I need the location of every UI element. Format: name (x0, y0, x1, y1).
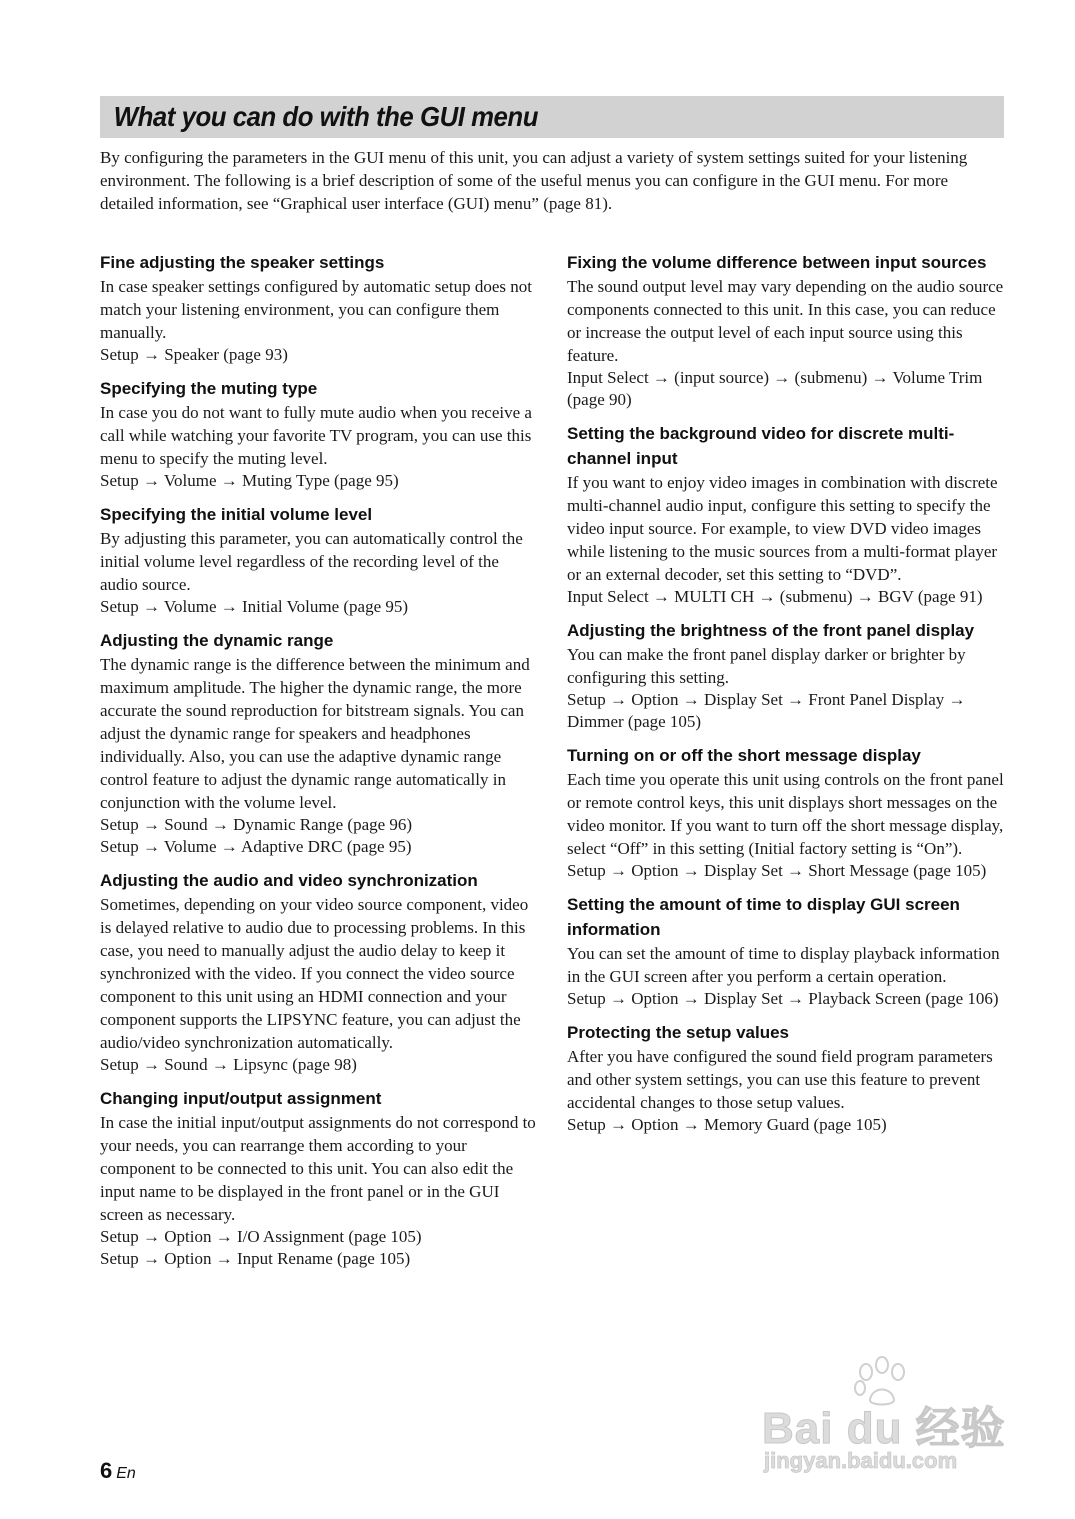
section-body: Sometimes, depending on your video source component, video is delayed relative to audio due to processing problems. In this case, you need to manually adjust the audio delay to keep it synchronized with the video. If you connect the video source component to this unit using an HDMI connection and your component supports the LIPSYNC feature, you can adjust the audio/video synchronization automatically. (100, 895, 529, 1052)
section-body: If you want to enjoy video images in combination with discrete multi-channel audio input, configure this setting to specify the video input source. For example, to view DVD video images while listening to the music sources from a multi-format player or an external decoder, set this setting to “DVD”. (567, 473, 998, 584)
menu-path: Setup → Speaker (page 93) (100, 345, 288, 364)
menu-path: Input Select → (input source) → (submenu) → Volume Trim (page 90) (567, 368, 983, 409)
title-bar (100, 96, 1004, 138)
section-speaker-settings (100, 250, 540, 366)
menu-path: Setup → Volume → Initial Volume (page 95) (100, 597, 409, 616)
section-volume-difference (567, 250, 1007, 411)
section-heading: Adjusting the audio and video synchronization (100, 871, 478, 890)
section-short-message (567, 743, 1007, 882)
section-body: In case you do not want to fully mute audio when you receive a call while watching your favorite TV program, you can use this menu to specify the muting level. (100, 403, 532, 468)
menu-path: Setup → Volume → Adaptive DRC (page 95) (100, 837, 412, 856)
section-heading: Turning on or off the short message display (567, 746, 921, 765)
section-protect-setup (567, 1020, 1007, 1136)
section-initial-volume (100, 502, 540, 618)
section-muting-type (100, 376, 540, 492)
section-heading: Setting the amount of time to display GUI screen information (567, 895, 960, 939)
intro-paragraph: By configuring the parameters in the GUI menu of this unit, you can adjust a variety of system settings suited for your listening environment. The following is a brief description of some of the useful menus you can configure in the GUI menu. For more detailed information, see “Graphical user interface (GUI) menu” (page 81). (100, 148, 968, 213)
section-heading: Adjusting the brightness of the front panel display (567, 621, 975, 640)
section-io-assignment (100, 1086, 540, 1270)
menu-path: Setup → Option → Display Set → Short Message (page 105) (567, 861, 987, 880)
section-body: In case the initial input/output assignments do not correspond to your needs, you can rearrange them according to your component to be connected to this unit. You can also edit the input name to be displayed in the front panel or in the GUI screen as necessary. (100, 1113, 536, 1224)
section-dynamic-range (100, 628, 540, 858)
watermark-logo: Bai du 经验 (762, 1404, 1006, 1453)
section-body: The sound output level may vary depending on the audio source components connected to this unit. In this case, you can reduce or increase the output level of each input source using this feature. (567, 277, 1004, 365)
section-heading: Adjusting the dynamic range (100, 631, 334, 650)
menu-path: Setup → Sound → Dynamic Range (page 96) (100, 815, 413, 834)
section-body: In case speaker settings configured by automatic setup does not match your listening environment, you can configure them manually. (100, 277, 532, 342)
section-body: By adjusting this parameter, you can automatically control the initial volume level regardless of the recording level of the audio source. (100, 529, 523, 594)
section-heading: Protecting the setup values (567, 1023, 789, 1042)
menu-path: Setup → Option → Display Set → Front Panel Display → Dimmer (page 105) (567, 690, 966, 731)
section-body: The dynamic range is the difference between the minimum and maximum amplitude. The higher the dynamic range, the more accurate the sound reproduction for bitstream signals. You can adjust the dynamic range for speakers and headphones individually. Also, you can use the adaptive dynamic range control feature to adjust the dynamic range automatically in conjunction with the volume level. (100, 655, 530, 812)
section-heading: Fine adjusting the speaker settings (100, 253, 385, 272)
section-body: Each time you operate this unit using controls on the front panel or remote control keys, this unit displays short messages on the video monitor. If you want to turn off the short message display, select “Off” in this setting (Initial factory setting is “On”). (567, 770, 1004, 858)
section-body: You can make the front panel display darker or brighter by configuring this setting. (567, 645, 966, 687)
menu-path: Setup → Option → Memory Guard (page 105) (567, 1115, 887, 1134)
section-heading: Specifying the muting type (100, 379, 318, 398)
section-heading: Setting the background video for discrete multi-channel input (567, 424, 955, 468)
watermark (760, 1356, 1010, 1481)
section-heading: Changing input/output assignment (100, 1089, 382, 1108)
section-heading: Fixing the volume difference between input sources (567, 253, 987, 272)
section-body: You can set the amount of time to display playback information in the GUI screen after you perform a certain operation. (567, 944, 1000, 986)
section-gui-display-time (567, 892, 1007, 1010)
watermark-url: jingyan.baidu.com (764, 1448, 958, 1473)
section-background-video (567, 421, 1007, 608)
menu-path: Setup → Option → I/O Assignment (page 105) (100, 1227, 422, 1246)
menu-path: Setup → Sound → Lipsync (page 98) (100, 1055, 357, 1074)
section-front-panel-brightness (567, 618, 1007, 733)
menu-path: Setup → Option → Display Set → Playback Screen (page 106) (567, 989, 999, 1008)
menu-path: Setup → Volume → Muting Type (page 95) (100, 471, 399, 490)
page-number (100, 1458, 136, 1484)
menu-path: Setup → Option → Input Rename (page 105) (100, 1249, 411, 1268)
left-column (100, 250, 540, 1280)
section-av-sync (100, 868, 540, 1076)
section-heading: Specifying the initial volume level (100, 505, 373, 524)
page-language: En (116, 1465, 136, 1482)
page-number-value: 6 (100, 1458, 113, 1483)
page-title: What you can do with the GUI menu (113, 101, 538, 132)
section-body: After you have configured the sound field program parameters and other system settings, you can use this feature to prevent accidental changes to those setup values. (567, 1047, 993, 1112)
right-column (567, 250, 1007, 1146)
menu-path: Input Select → MULTI CH → (submenu) → BGV (page 91) (567, 587, 983, 606)
